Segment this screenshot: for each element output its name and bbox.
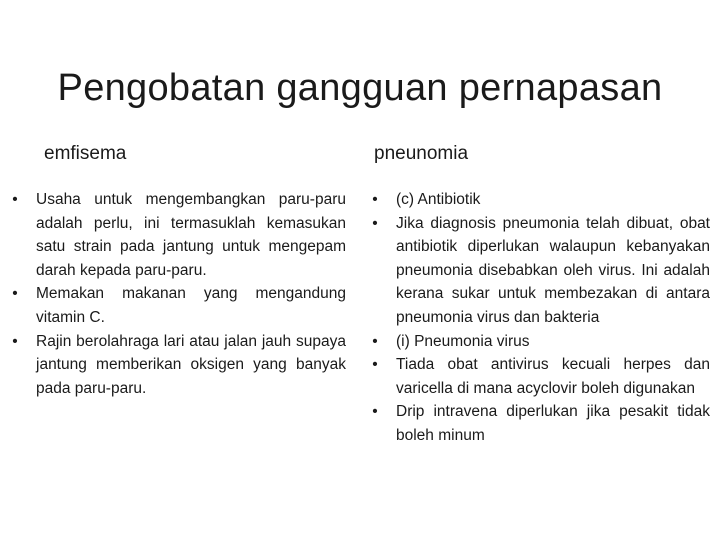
list-item-text: Jika diagnosis pneumonia telah dibuat, obat antibiotik diperlukan walaupun kebanyakan pneumonia disebabkan oleh virus. Ini adalah kerana sukar untuk membezakan di antara pneumonia virus dan bakteria bbox=[396, 214, 710, 326]
emfisema-list bbox=[6, 188, 346, 400]
list-item-text: (i) Pneumonia virus bbox=[396, 332, 530, 350]
bullet-icon: • bbox=[372, 214, 378, 232]
list-item bbox=[366, 188, 710, 212]
list-item-text: Rajin berolahraga lari atau jalan jauh supaya jantung memberikan oksigen yang banyak pada paru-paru. bbox=[36, 332, 346, 397]
list-item-text: Usaha untuk mengembangkan paru-paru adalah perlu, ini termasuklah kemasukan satu strain pada jantung untuk mengepam darah kepada paru-paru. bbox=[36, 191, 346, 279]
bullet-icon: • bbox=[372, 356, 378, 374]
emfisema-column bbox=[6, 140, 346, 400]
pneunomia-heading: pneunomia bbox=[374, 143, 469, 164]
slide-title: Pengobatan gangguan pernapasan bbox=[57, 67, 663, 110]
bullet-icon: • bbox=[372, 332, 378, 350]
list-item-text: Memakan makanan yang mengandung vitamin C. bbox=[36, 285, 346, 326]
bullet-icon: • bbox=[12, 285, 18, 303]
list-item-text: (c) Antibiotik bbox=[396, 191, 481, 208]
list-item-text: Drip intravena diperlukan jika pesakit tidak boleh minum bbox=[396, 403, 710, 444]
emfisema-heading: emfisema bbox=[44, 143, 127, 164]
list-item bbox=[366, 330, 710, 354]
list-item bbox=[6, 188, 346, 282]
pneunomia-column bbox=[366, 140, 710, 448]
pneunomia-list bbox=[366, 188, 710, 448]
list-item bbox=[6, 282, 346, 329]
list-item bbox=[366, 400, 710, 447]
list-item bbox=[366, 212, 710, 330]
list-item-text: Tiada obat antivirus kecuali herpes dan varicella di mana acyclovir boleh digunakan bbox=[396, 356, 710, 397]
bullet-icon: • bbox=[372, 403, 378, 421]
bullet-icon: • bbox=[12, 332, 18, 350]
list-item bbox=[366, 353, 710, 400]
bullet-icon: • bbox=[12, 191, 18, 208]
bullet-icon: • bbox=[372, 191, 378, 208]
list-item bbox=[6, 330, 346, 401]
